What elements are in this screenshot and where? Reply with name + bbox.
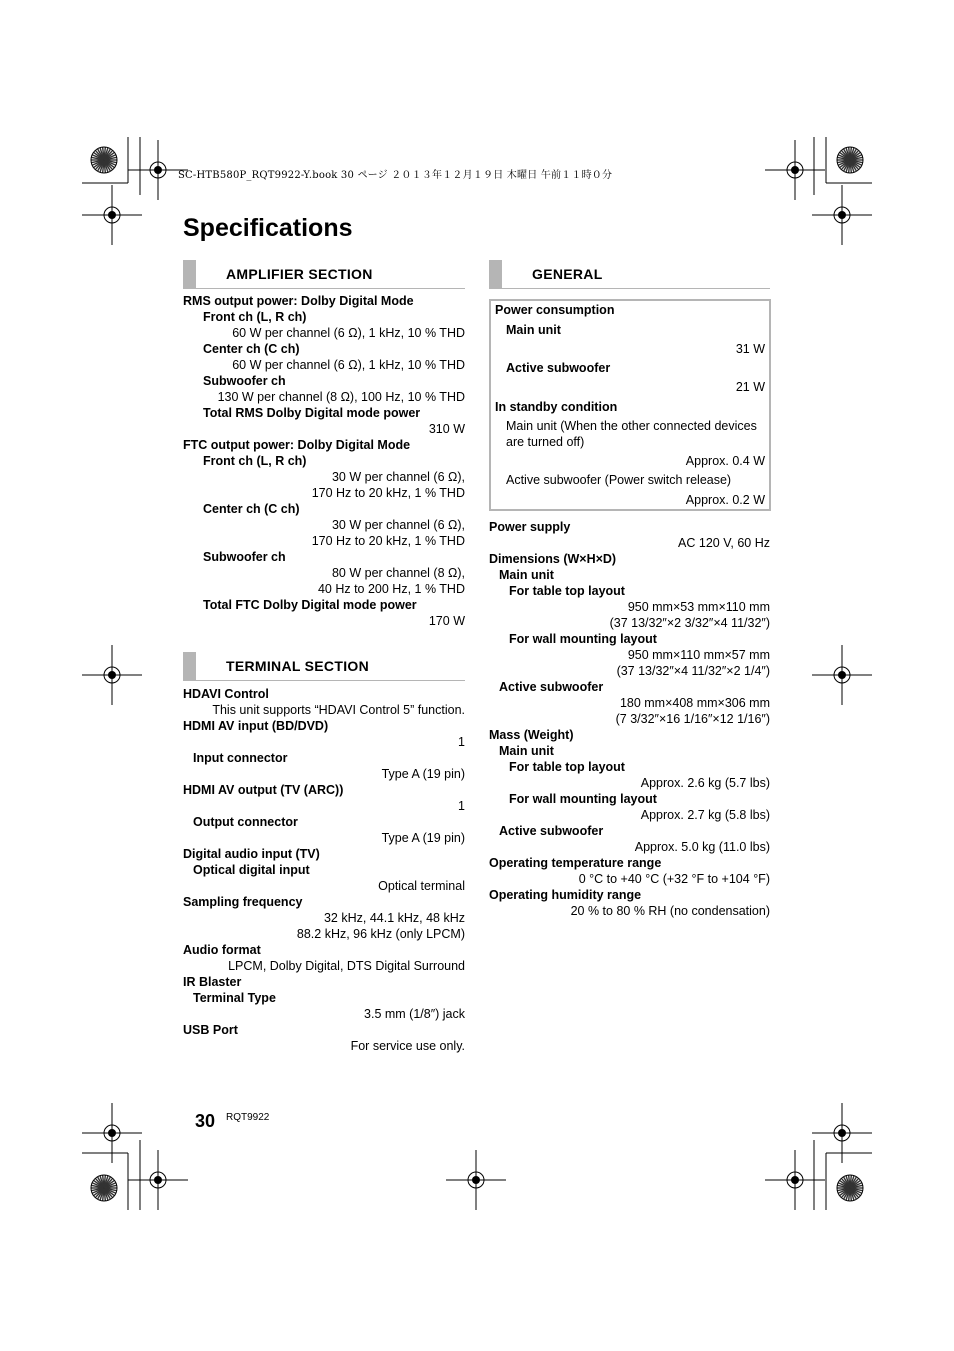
spec-row: Type A (19 pin) <box>381 831 465 845</box>
spec-row: 60 W per channel (6 Ω), 1 kHz, 10 % THD <box>232 326 465 340</box>
spec-row: Center ch (C ch) <box>203 502 300 516</box>
page-title: Specifications <box>183 214 353 242</box>
spec-row: 32 kHz, 44.1 kHz, 48 kHz <box>323 911 465 925</box>
spec-row: FTC output power: Dolby Digital Mode <box>183 438 411 452</box>
color-rosette <box>91 147 117 173</box>
spec-row: 40 Hz to 200 Hz, 1 % THD <box>317 582 465 596</box>
registration-dot <box>108 1129 116 1137</box>
spec-row: Active subwoofer <box>499 680 604 694</box>
spec-row: 170 Hz to 20 kHz, 1 % THD <box>311 534 465 548</box>
spec-row: 170 W <box>428 614 465 628</box>
registration-target <box>104 667 120 683</box>
spec-row: Audio format <box>183 943 261 957</box>
section-bar <box>489 260 502 288</box>
spec-row: Front ch (L, R ch) <box>203 454 307 468</box>
spec-row: Subwoofer ch <box>203 374 286 388</box>
standby-main-value: Approx. 0.4 W <box>685 454 765 468</box>
power-consumption-title: Power consumption <box>495 303 615 317</box>
spec-row: Approx. 2.7 kg (5.8 lbs) <box>640 808 770 822</box>
section-bar <box>183 260 196 288</box>
color-rosette <box>837 1175 863 1201</box>
registration-dot <box>838 1129 846 1137</box>
spec-row: Input connector <box>193 751 288 765</box>
spec-row: Optical terminal <box>378 879 465 893</box>
registration-target <box>787 162 803 178</box>
spec-row: Approx. 5.0 kg (11.0 lbs) <box>634 840 770 854</box>
spec-row: 0 °C to +40 °C (+32 °F to +104 °F) <box>578 872 770 886</box>
spec-row: (37 13/32″×4 11/32″×2 1/4″) <box>616 664 770 678</box>
standby-label: In standby condition <box>495 400 618 414</box>
spec-row: Front ch (L, R ch) <box>203 310 307 324</box>
spec-row: (37 13/32″×2 3/32″×4 11/32″) <box>609 616 770 630</box>
document-code: RQT9922 <box>226 1112 270 1123</box>
terminal-spec-list <box>183 686 465 1054</box>
spec-row: (7 3/32″×16 1/16″×12 1/16″) <box>615 712 770 726</box>
standby-main-line1: Main unit (When the other connected devices <box>506 419 757 433</box>
registration-dot <box>472 1176 480 1184</box>
spec-row: For table top layout <box>509 584 625 598</box>
general-spec-list <box>489 519 770 919</box>
spec-row: 1 <box>458 735 465 749</box>
spec-row: For service use only. <box>350 1039 465 1053</box>
spec-row: For wall mounting layout <box>509 632 657 646</box>
spec-row: RMS output power: Dolby Digital Mode <box>183 294 414 308</box>
registration-dot <box>838 211 846 219</box>
power-subwoofer-label: Active subwoofer <box>506 361 611 375</box>
registration-target <box>150 162 166 178</box>
registration-target <box>150 1172 166 1188</box>
color-rosette <box>91 1175 117 1201</box>
registration-target <box>468 1172 484 1188</box>
registration-target <box>787 1172 803 1188</box>
spec-row: Active subwoofer <box>499 824 604 838</box>
spec-row: 3.5 mm (1/8″) jack <box>364 1007 465 1021</box>
power-main-unit-value: 31 W <box>735 342 765 356</box>
general-section-heading <box>489 260 770 289</box>
spec-row: AC 120 V, 60 Hz <box>678 536 770 550</box>
registration-dot <box>154 166 162 174</box>
spec-row: Total FTC Dolby Digital mode power <box>203 598 417 612</box>
standby-subwoofer-value: Approx. 0.2 W <box>685 493 765 507</box>
spec-row: Terminal Type <box>193 991 276 1005</box>
spec-row: Mass (Weight) <box>489 728 574 742</box>
spec-row: Output connector <box>193 815 298 829</box>
spec-row: Digital audio input (TV) <box>183 847 320 861</box>
spec-row: 80 W per channel (8 Ω), <box>331 566 465 580</box>
registration-dot <box>154 1176 162 1184</box>
spec-row: Subwoofer ch <box>203 550 286 564</box>
terminal-section-label: TERMINAL SECTION <box>226 658 369 674</box>
registration-target <box>104 1125 120 1141</box>
spec-row: Total RMS Dolby Digital mode power <box>203 406 421 420</box>
spec-row: HDAVI Control <box>183 687 269 701</box>
general-section-label: GENERAL <box>532 266 603 282</box>
page-number: 30 <box>195 1111 216 1131</box>
spec-row: USB Port <box>183 1023 238 1037</box>
color-rosette <box>837 147 863 173</box>
spec-row: Operating humidity range <box>489 888 642 902</box>
spec-row: Type A (19 pin) <box>381 767 465 781</box>
spec-row: 30 W per channel (6 Ω), <box>331 470 465 484</box>
spec-row: 170 Hz to 20 kHz, 1 % THD <box>311 486 465 500</box>
spec-row: HDMI AV input (BD/DVD) <box>183 719 329 733</box>
spec-row: HDMI AV output (TV (ARC)) <box>183 783 344 797</box>
power-consumption-box <box>489 299 771 511</box>
registration-dot <box>791 166 799 174</box>
power-subwoofer-value: 21 W <box>735 380 765 394</box>
spec-row: Approx. 2.6 kg (5.7 lbs) <box>640 776 770 790</box>
spec-row: 1 <box>458 799 465 813</box>
spec-row: 950 mm×53 mm×110 mm <box>627 600 770 614</box>
spec-row: 20 % to 80 % RH (no condensation) <box>570 904 770 918</box>
registration-dot <box>791 1176 799 1184</box>
registration-dot <box>838 671 846 679</box>
spec-row: 950 mm×110 mm×57 mm <box>627 648 770 662</box>
registration-dot <box>108 211 116 219</box>
spec-row: 60 W per channel (6 Ω), 1 kHz, 10 % THD <box>232 358 465 372</box>
amplifier-spec-list <box>183 293 465 629</box>
spec-row: Center ch (C ch) <box>203 342 300 356</box>
spec-row: Main unit <box>499 568 554 582</box>
spec-row: LPCM, Dolby Digital, DTS Digital Surround <box>228 959 465 973</box>
spec-row: Dimensions (W×H×D) <box>489 552 617 566</box>
terminal-section-heading <box>183 652 465 681</box>
power-main-unit-label: Main unit <box>506 323 561 337</box>
spec-row: 130 W per channel (8 Ω), 100 Hz, 10 % THD <box>217 390 465 404</box>
registration-dot <box>108 671 116 679</box>
spec-row: 30 W per channel (6 Ω), <box>331 518 465 532</box>
spec-row: This unit supports “HDAVI Control 5” function. <box>212 703 465 717</box>
section-bar <box>183 652 196 680</box>
spec-row: For table top layout <box>509 760 625 774</box>
registration-target <box>104 207 120 223</box>
spec-row: 180 mm×408 mm×306 mm <box>619 696 770 710</box>
spec-row: Optical digital input <box>193 863 310 877</box>
spec-row: For wall mounting layout <box>509 792 657 806</box>
spec-row: Main unit <box>499 744 554 758</box>
registration-target <box>834 667 850 683</box>
standby-subwoofer-label: Active subwoofer (Power switch release) <box>506 473 732 487</box>
spec-row: 88.2 kHz, 96 kHz (only LPCM) <box>296 927 465 941</box>
amplifier-section-heading <box>183 260 465 289</box>
spec-row: Sampling frequency <box>183 895 303 909</box>
standby-main-line2: are turned off) <box>506 435 585 449</box>
registration-target <box>834 1125 850 1141</box>
spec-row: Power supply <box>489 520 571 534</box>
print-header-line: SC-HTB580P_RQT9922-Y.book 30 ページ ２０１３年１２月１９日 木曜日 午前１１時０分 <box>178 170 613 181</box>
spec-row: IR Blaster <box>183 975 242 989</box>
spec-row: Operating temperature range <box>489 856 662 870</box>
spec-row: 310 W <box>428 422 465 436</box>
amplifier-section-label: AMPLIFIER SECTION <box>226 266 373 282</box>
registration-target <box>834 207 850 223</box>
